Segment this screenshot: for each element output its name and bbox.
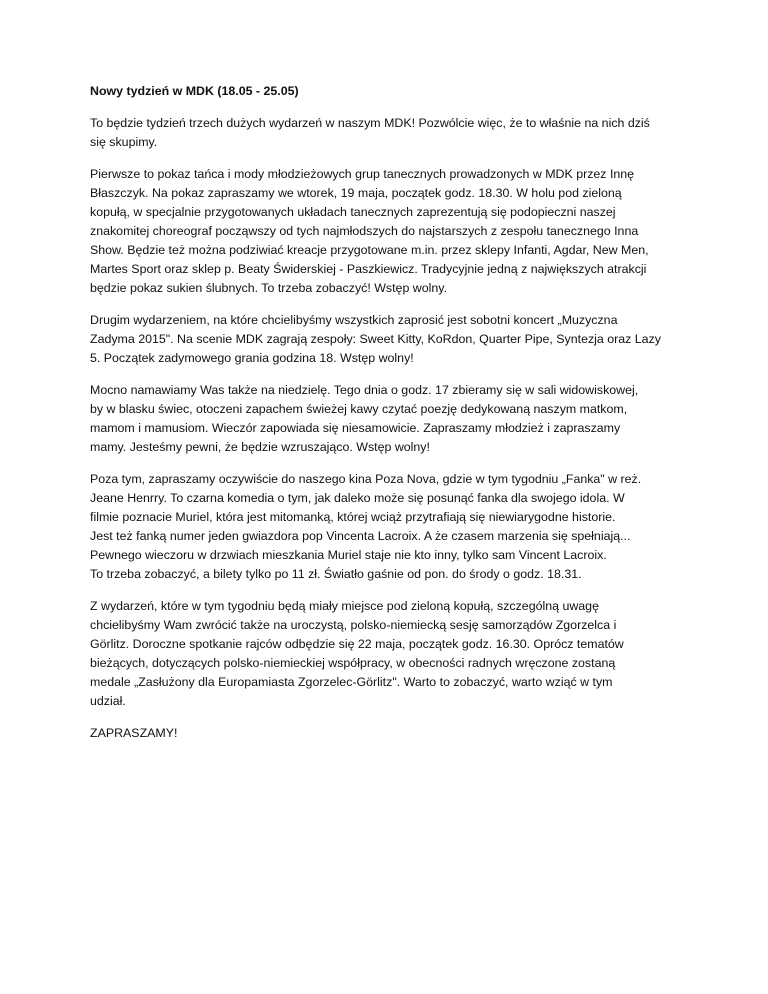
document-page [90, 82, 690, 756]
paragraph-poetry-evening: Mocno namawiamy Was także na niedzielę. Tego dnia o godz. 17 zbieramy się w sali widowiskowej, by w blasku świec, otoczeni zapachem świeżej kawy czytać poezję dedykowaną naszym matkom, mamom i mamusiom. Wieczór zapowiada się niesamowicie. Zapraszamy młodzież i zapraszamy mamy. Jesteśmy pewni, że będzie wzruszająco. Wstęp wolny! [90, 383, 639, 454]
paragraph-council-session: Z wydarzeń, które w tym tygodniu będą miały miejsce pod zieloną kopułą, szczególną uwagę chcielibyśmy Wam zwrócić także na uroczystą, polsko-niemiecką sesję samorządów Zgorzelca i Görlitz. Doroczne spotkanie rajców odbędzie się 22 maja, początek godz. 16.30. Oprócz tematów bieżących, dotyczących polsko-niemieckiej współpracy, w obecności radnych wręczone zostaną medale „Zasłużony dla Europamiasta Zgorzelec-Görlitz". Warto to zobaczyć, warto wziąć w tym udział. [90, 599, 624, 708]
paragraph-dance-show: Pierwsze to pokaz tańca i mody młodzieżowych grup tanecznych prowadzonych w MDK przez Innę Błaszczyk. Na pokaz zapraszamy we wtorek, 19 maja, początek godz. 18.30. W holu pod zieloną kopułą, w specjalnie przygotowanych układach tanecznych zaprezentują się podopieczni naszej znakomitej choreograf począwszy od tych najmłodszych do najstarszych z zespołu tanecznego Inna Show. Będzie też można podziwiać kreacje przygotowane m.in. przez sklepy Infanti, Agdar, New Men, Martes Sport oraz sklep p. Beaty Świderskiej - Paszkiewicz. Tradycyjnie jedną z największych atrakcji będzie pokaz sukien ślubnych. To trzeba zobaczyć! Wstęp wolny. [90, 167, 649, 295]
paragraph-concert: Drugim wydarzeniem, na które chcielibyśmy wszystkich zaprosić jest sobotni koncert „Muzyczna Zadyma 2015". Na scenie MDK zagrają zespoły: Sweet Kitty, KoRdon, Quarter Pipe, Syntezja oraz Lazy 5. Początek zadymowego grania godzina 18. Wstęp wolny! [90, 313, 661, 365]
paragraph-closing: ZAPRASZAMY! [90, 726, 178, 740]
paragraph-intro: To będzie tydzień trzech dużych wydarzeń w naszym MDK! Pozwólcie więc, że to właśnie na nich dziś się skupimy. [90, 116, 650, 149]
document-title: Nowy tydzień w MDK (18.05 - 25.05) [90, 84, 299, 98]
paragraph-cinema: Poza tym, zapraszamy oczywiście do naszego kina Poza Nova, gdzie w tym tygodniu „Fanka" w reż. Jeane Henrry. To czarna komedia o tym, jak daleko może się posunąć fanka dla swojego idola. W filmie poznacie Muriel, która jest mitomanką, której wciąż przytrafiają się niewiarygodne historie. Jest też fanką numer jeden gwiazdora pop Vincenta Lacroix. A że czasem marzenia się spełniają... Pewnego wieczoru w drzwiach mieszkania Muriel staje nie kto inny, tylko sam Vincent Lacroix. To trzeba zobaczyć, a bilety tylko po 11 zł. Światło gaśnie od pon. do środy o godz. 18.31. [90, 472, 642, 581]
